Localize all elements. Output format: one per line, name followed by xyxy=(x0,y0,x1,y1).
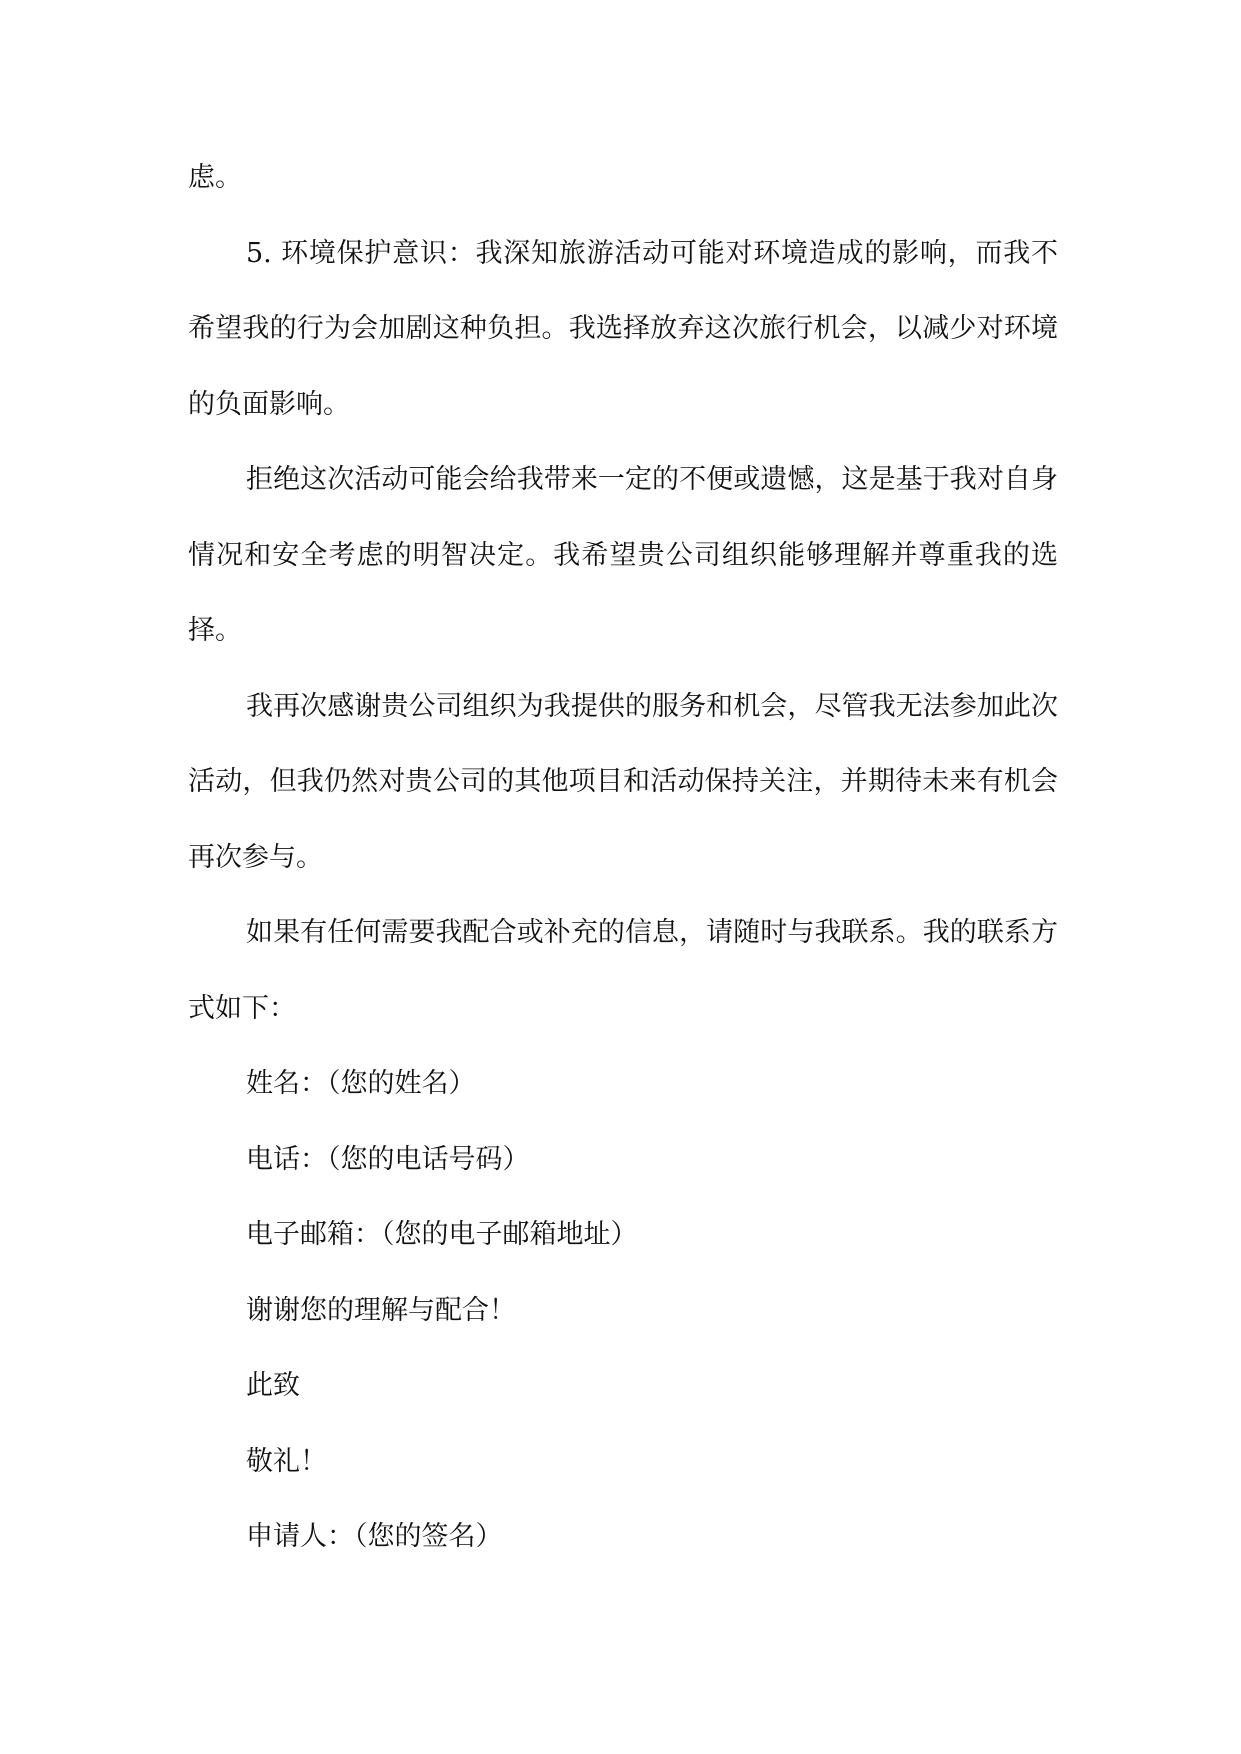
paragraph-environment: 5. 环境保护意识：我深知旅游活动可能对环境造成的影响，而我不希望我的行为会加剧这种负担。我选择放弃这次旅行机会，以减少对环境的负面影响。 xyxy=(188,237,1058,420)
closing-cizhi: 此致 xyxy=(246,1370,300,1401)
contact-name: 姓名：（您的姓名） xyxy=(246,1068,476,1099)
closing-jingli: 敬礼！ xyxy=(246,1445,327,1477)
paragraph-contact-intro: 如果有任何需要我配合或补充的信息，请随时与我联系。我的联系方式如下： xyxy=(188,917,1058,1024)
paragraph-refusal-reason: 拒绝这次活动可能会给我带来一定的不便或遗憾，这是基于我对自身情况和安全考虑的明智决定。我希望贵公司组织能够理解并尊重我的选择。 xyxy=(188,464,1058,646)
applicant-signature: 申请人：（您的签名） xyxy=(246,1521,503,1552)
paragraph-continuation: 虑。 xyxy=(188,162,242,193)
contact-email: 电子邮箱：（您的电子邮箱地址） xyxy=(246,1219,638,1250)
closing-thanks: 谢谢您的理解与配合！ xyxy=(246,1294,516,1326)
paragraph-thanks-company: 我再次感谢贵公司组织为我提供的服务和机会，尽管我无法参加此次活动，但我仍然对贵公司的其他项目和活动保持关注，并期待未来有机会再次参与。 xyxy=(188,690,1058,873)
letter-body xyxy=(188,140,1058,1575)
contact-phone: 电话：（您的电话号码） xyxy=(246,1143,530,1175)
